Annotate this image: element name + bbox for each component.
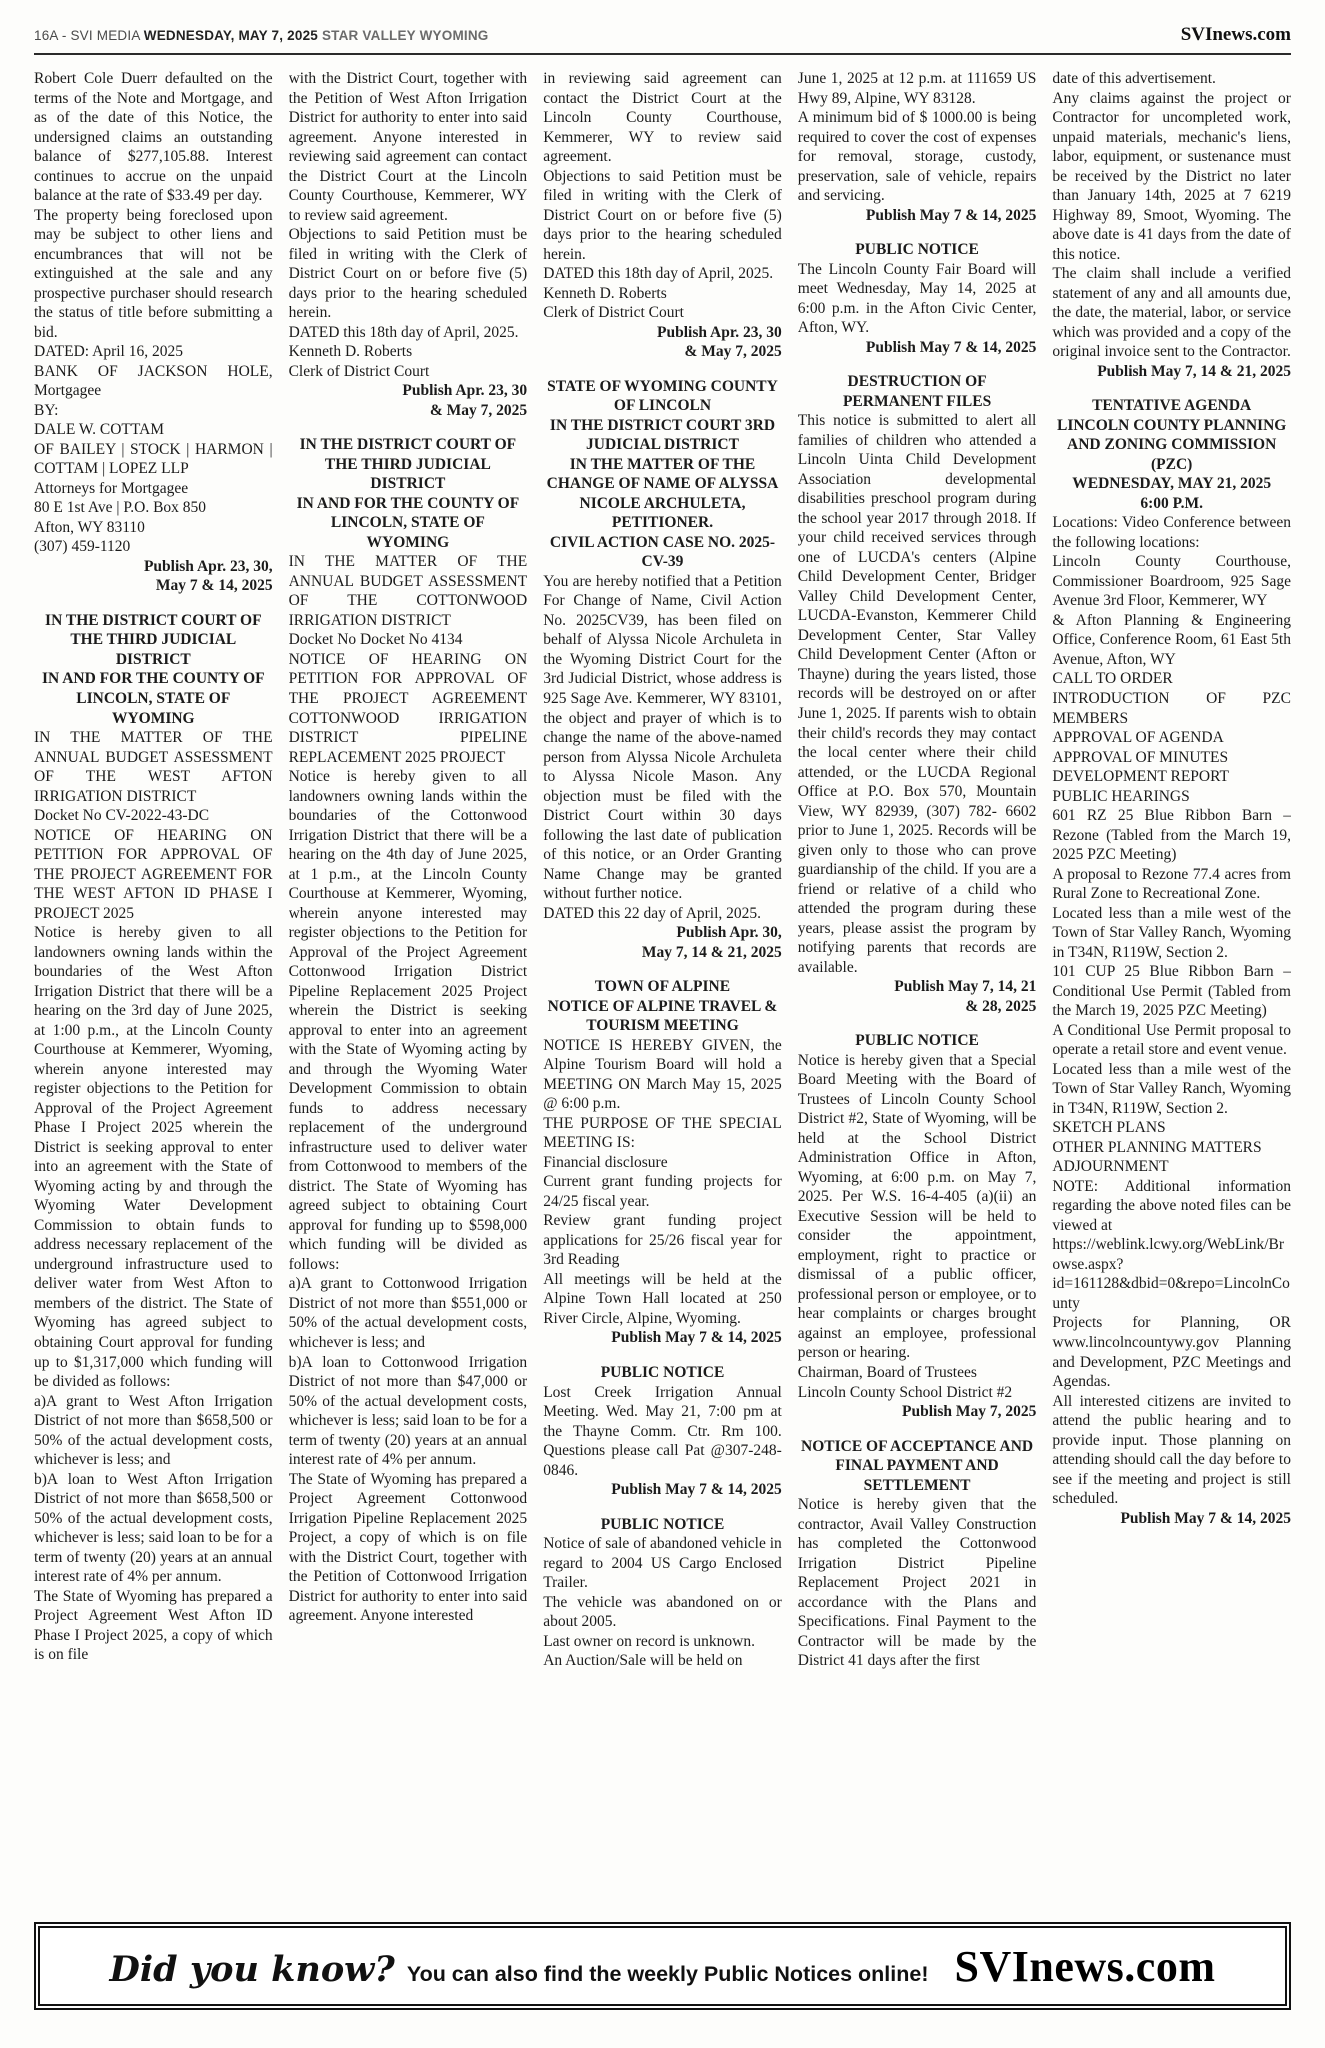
did-you-know-text: Did you know? (109, 1948, 395, 1990)
notice-paragraph: Docket No CV-2022-43-DC (34, 807, 210, 825)
notice-paragraph: a)A grant to West Afton Irrigation District of not more than $658,500 or 50% of the actual development costs, whichever is less; and (34, 1392, 273, 1469)
notice-paragraph: All interested citizens are invited to attend the public hearing and to provide input. Those planning on attending should call the day before to see if the meeting and project is still scheduled. (1052, 1392, 1291, 1508)
notice-heading: 6:00 P.M. (1140, 494, 1204, 512)
publish-line: Publish Apr. 23, 30 & May 7, 2025 (402, 382, 528, 419)
notice-heading: TENTATIVE AGENDA (1092, 397, 1252, 415)
notice-paragraph: https://weblink.lcwy.org/WebLink/Browse.aspx?id=161128&dbid=0&repo=LincolnCounty (1052, 1236, 1290, 1312)
column-1 (34, 69, 273, 1901)
notice-paragraph: ADJOURNMENT (1052, 1158, 1169, 1176)
publish-line: Publish Apr. 23, 30, May 7 & 14, 2025 (143, 557, 273, 595)
notice-heading: PUBLIC NOTICE (600, 1364, 725, 1381)
notice-heading: LINCOLN COUNTY PLANNING AND ZONING COMMISSION (PZC) (1056, 416, 1287, 473)
notice-paragraph: CALL TO ORDER (1052, 670, 1173, 688)
notice-heading: PUBLIC NOTICE (600, 1515, 725, 1533)
notice-paragraph: All meetings will be held at the Alpine Town Hall located at 250 River Circle, Alpine, Wyoming. (543, 1270, 782, 1327)
notice-paragraph: NOTICE OF HEARING ON PETITION FOR APPROVAL OF THE PROJECT AGREEMENT COTTONWOOD IRRIGATION DISTRICT PIPELINE REPLACEMENT 2025 PROJECT (288, 650, 528, 766)
notice-paragraph: DEVELOPMENT REPORT (1052, 768, 1229, 786)
notice-paragraph: Clerk of District Court (543, 304, 684, 322)
notice-heading: STATE OF WYOMING COUNTY OF LINCOLN (547, 377, 778, 415)
notice-paragraph: NOTE: Additional information regarding the above noted files can be viewed at (1052, 1177, 1291, 1234)
notice-paragraph: DATED this 22 day of April, 2025. (543, 904, 762, 922)
notice-paragraph: You are hereby notified that a Petition For Change of Name, Civil Action No. 2025CV39, has been filed on behalf of Alyssa Nicole Archuleta in the Wyoming District Court for the 3rd Judicial District, whose address is 925 Sage Ave. Kemmerer, WY 83101, the object and prayer of which is to change the name of the above-named person from Alyssa Nicole Archuleta to Alyssa Nicole Mason. Any objection must be filed with the District Court within 30 days following the last date of publication of this notice, or an Order Granting Name Change may be granted without further notice. (543, 572, 782, 903)
column-5 (1052, 69, 1291, 1901)
page-header (34, 24, 1291, 55)
notice-paragraph: Objections to said Petition must be filed in writing with the Clerk of District Court on or before five (5) days prior to the hearing scheduled herein. (543, 167, 782, 263)
notice-paragraph: NOTICE IS HEREBY GIVEN, the Alpine Tourism Board will hold a MEETING ON March May 15, 2025 @ 6:00 p.m. (543, 1036, 782, 1113)
notice-paragraph: Kenneth D. Roberts (288, 343, 413, 361)
publish-line: Publish May 7 & 14, 2025 (865, 338, 1037, 356)
notice-paragraph: This notice is submitted to alert all families of children who attended a Lincoln Uinta Child Development Association developmental disabilities preschool program during the school year 2017 through 2018. If your child received services through one of LUCDA's centers (Alpine Child Development Center, Bridger Valley Child Development Center, LUCDA-Evanston, Kemmerer Child Development Center, Star Valley Child Development Center (Afton or Thayne) during the years listed, those records will be destroyed on or after June 1, 2025. If parents wish to obtain their child's records they may contact the local center where their child attended, or the LUCDA Regional Office at P.O. Box 570, Mountain View, WY 82939, (307) 782- 6602 prior to June 1, 2025. Records will be given only to those who can prove guardianship of the child. If you are a friend or relative of a child who attended the program during these years, please assist the program by notifying parents that records are available. (797, 412, 1037, 976)
notice-paragraph: Notice is hereby given that the contractor, Avail Valley Construction has completed the Cottonwood Irrigation District Pipeline Replacement Project 2021 in accordance with the Plans and Specifications. Final Payment to the Contractor will be made by the District 41 days after the first (797, 1496, 1037, 1670)
notice-paragraph: (307) 459-1120 (34, 538, 131, 556)
notice-paragraph: Locations: Video Conference between the following locations: (1052, 514, 1291, 551)
notice-heading: IN THE DISTRICT COURT OF THE THIRD JUDICIAL DISTRICT (45, 611, 262, 668)
notice-paragraph: b)A loan to Cottonwood Irrigation District of not more than $47,000 or 50% of the actual development costs, whichever is less; said loan to be for a term of twenty (20) years at an annual interest rate of 4% per annum. (288, 1353, 528, 1469)
notice-paragraph: Lincoln County School District #2 (797, 1383, 1013, 1401)
notice-paragraph: Located less than a mile west of the Town of Star Valley Ranch, Wyoming in T34N, R119W, Section 2. (1052, 904, 1291, 961)
notice-paragraph: date of this advertisement. (1052, 70, 1216, 87)
notice-paragraph: Notice is hereby given to all landowners owning lands within the boundaries of the West Afton Irrigation District that there will be a hearing on the 3rd day of June 2025, at 1:00 p.m., at the Lincoln County Courthouse at Kemmerer, Wyoming, wherein anyone interested may register objections to the Petition for Approval of the Project Agreement Phase I Project 2025 wherein the District is seeking approval to enter into an agreement with the State of Wyoming acting by and through the Wyoming Water Development Commission to obtain funds to address necessary replacement of the underground infrastructure used to deliver water from West Afton to members of the district. The State of Wyoming has agreed subject to obtaining Court approval for funding up to $1,317,000 which funding will be divided as follows: (34, 924, 273, 1391)
notice-paragraph: APPROVAL OF MINUTES (1052, 748, 1229, 766)
publish-line: Publish May 7 & 14, 2025 (1120, 1509, 1291, 1527)
notice-paragraph: The property being foreclosed upon may be subject to other liens and encumbrances that will not be extinguished at the sale and any prospective purchaser should research the status of title before submitting a bid. (34, 206, 273, 341)
notice-heading: TOWN OF ALPINE (594, 978, 731, 996)
notice-paragraph: The State of Wyoming has prepared a Project Agreement West Afton ID Phase I Project 2025, a copy of which is on file (34, 1587, 273, 1664)
footer-message: You can also find the weekly Public Notices online! (406, 1961, 929, 1986)
notice-paragraph: The State of Wyoming has prepared a Project Agreement Cottonwood Irrigation Pipeline Replacement 2025 Project, a copy of which is on file with the District Court, together with the Petition of Cottonwood Irrigation District for authority to enter into said agreement. Anyone interested (288, 1470, 528, 1625)
notice-heading: NOTICE OF ALPINE TRAVEL & TOURISM MEETING (547, 997, 778, 1035)
notice-paragraph: The Lincoln County Fair Board will meet Wednesday, May 14, 2025 at 6:00 p.m. in the Afton Civic Center, Afton, WY. (797, 260, 1037, 337)
notice-paragraph: in reviewing said agreement can contact the District Court at the Lincoln County Courthouse, Kemmerer, WY to review said agreement. (543, 70, 782, 166)
notice-paragraph: SKETCH PLANS (1052, 1119, 1166, 1137)
notice-paragraph: A proposal to Rezone 77.4 acres from Rural Zone to Recreational Zone. (1052, 865, 1291, 903)
column-3 (543, 69, 782, 1901)
notice-paragraph: Projects for Planning, OR www.lincolncountywy.gov Planning and Development, PZC Meetings and Agendas. (1052, 1314, 1291, 1391)
notice-paragraph: Lost Creek Irrigation Annual Meeting. Wed. May 21, 7:00 pm at the Thayne Comm. Ctr. Rm 100. Questions please call Pat @307-248-0846. (543, 1383, 782, 1479)
notice-paragraph: 101 CUP 25 Blue Ribbon Barn – Conditional Use Permit (Tabled from the March 19, 2025 PZC Meeting) (1052, 963, 1291, 1020)
notice-paragraph: BY: (34, 401, 59, 419)
notice-paragraph: Clerk of District Court (288, 362, 430, 380)
notice-heading: PUBLIC NOTICE (855, 241, 979, 259)
notice-paragraph: THE PURPOSE OF THE SPECIAL MEETING IS: (543, 1114, 782, 1152)
notice-paragraph: 601 RZ 25 Blue Ribbon Barn – Rezone (Tabled from the March 19, 2025 PZC Meeting) (1052, 807, 1291, 864)
notice-paragraph: Robert Cole Duerr defaulted on the terms of the Note and Mortgage, and as of the date of this Notice, the undersigned claims an outstanding balance of $277,105.88. Interest continues to accrue on the unpaid balance at the rate of $33.49 per day. (34, 70, 273, 205)
notice-paragraph: & Afton Planning & Engineering Office, Conference Room, 61 East 5th Avenue, Afton, WY (1052, 611, 1291, 668)
page-number: 16A - SVI MEDIA (34, 28, 140, 43)
notice-paragraph: The claim shall include a verified statement of any and all amounts due, the date, the material, labor, or service which was provided and a copy of the original invoice sent to the Contractor. (1052, 265, 1291, 361)
notice-paragraph: Docket No Docket No 4134 (288, 631, 463, 649)
notice-paragraph: Located less than a mile west of the Town of Star Valley Ranch, Wyoming in T34N, R119W, Section 2. (1052, 1060, 1291, 1117)
publish-line: Publish Apr. 30, May 7, 14 & 21, 2025 (641, 924, 782, 961)
notice-paragraph: The vehicle was abandoned on or about 2005. (543, 1593, 782, 1631)
notice-paragraph: b)A loan to West Afton Irrigation District of not more than $658,500 or 50% of the actual development costs, whichever is less; said loan to be for a term of twenty (20) years at an annual interest rate of 4% per annum. (34, 1470, 273, 1586)
notice-paragraph: NOTICE OF HEARING ON PETITION FOR APPROVAL OF THE PROJECT AGREEMENT FOR THE WEST AFTON ID PHASE I PROJECT 2025 (34, 826, 273, 922)
publish-line: Publish May 7 & 14, 2025 (865, 206, 1037, 224)
footer-banner (34, 1922, 1291, 2010)
notice-paragraph: DATED this 18th day of April, 2025. (288, 323, 519, 341)
publish-line: Publish Apr. 23, 30 & May 7, 2025 (657, 323, 782, 361)
notice-heading: IN AND FOR THE COUNTY OF LINCOLN, STATE OF WYOMING (41, 670, 265, 727)
notice-paragraph: Financial disclosure (543, 1153, 668, 1171)
notice-paragraph: with the District Court, together with the Petition of West Afton Irrigation District for authority to enter into said agreement. Anyone interested in reviewing said agreement can contact the District Court at the Lincoln County Courthouse, Kemmerer, WY to review said agreement. (288, 70, 528, 224)
notice-paragraph: BANK OF JACKSON HOLE, Mortgagee (34, 362, 273, 400)
notice-paragraph: Lincoln County Courthouse, Commissioner Boardroom, 925 Sage Avenue 3rd Floor, Kemmerer, WY (1052, 553, 1291, 610)
publish-line: Publish May 7 & 14, 2025 (611, 1329, 782, 1347)
notice-paragraph: A minimum bid of $ 1000.00 is being required to cover the cost of expenses for removal, storage, custody, preservation, sale of vehicle, repairs and servicing. (797, 109, 1037, 205)
notice-paragraph: IN THE MATTER OF THE ANNUAL BUDGET ASSESSMENT OF THE COTTONWOOD IRRIGATION DISTRICT (288, 553, 528, 629)
notice-paragraph: Chairman, Board of Trustees (797, 1364, 977, 1381)
notice-heading: DESTRUCTION OF PERMANENT FILES (842, 373, 992, 410)
notice-paragraph: IN THE MATTER OF THE ANNUAL BUDGET ASSESSMENT OF THE WEST AFTON IRRIGATION DISTRICT (34, 729, 273, 805)
notice-paragraph: INTRODUCTION OF PZC MEMBERS (1052, 689, 1291, 727)
notice-paragraph: OF BAILEY | STOCK | HARMON | COTTAM | LOPEZ LLP (34, 440, 273, 478)
notice-paragraph: a)A grant to Cottonwood Irrigation District of not more than $551,000 or 50% of the actual development costs, whichever is less; and (288, 1275, 528, 1351)
notice-paragraph: Current grant funding projects for 24/25 fiscal year. (543, 1173, 782, 1210)
notice-paragraph: June 1, 2025 at 12 p.m. at 111659 US Hwy 89, Alpine, WY 83128. (797, 70, 1037, 107)
notice-paragraph: DALE W. COTTAM (34, 421, 165, 439)
notice-paragraph: Attorneys for Mortgagee (34, 479, 189, 497)
column-2 (289, 69, 528, 1901)
notice-paragraph: DATED: April 16, 2025 (34, 343, 183, 361)
publish-line: Publish May 7, 2025 (902, 1403, 1037, 1421)
notice-paragraph: Notice of sale of abandoned vehicle in regard to 2004 US Cargo Enclosed Trailer. (543, 1535, 782, 1592)
publish-line: Publish May 7, 14, 21 & 28, 2025 (894, 978, 1037, 1015)
notice-paragraph: Any claims against the project or Contractor for uncompleted work, unpaid materials, mechanic's liens, labor, equipment, or sustenance must be received by the District no later than January 14th, 2025 at 7 6219 Highway 89, Smoot, Wyoming. The above date is 41 days from the date of this notice. (1052, 89, 1291, 263)
notice-paragraph: APPROVAL OF AGENDA (1052, 729, 1224, 747)
notice-heading: NOTICE OF ACCEPTANCE AND FINAL PAYMENT AND SETTLEMENT (801, 1437, 1034, 1494)
notice-heading: IN THE MATTER OF THE CHANGE OF NAME OF ALYSSA NICOLE ARCHULETA, PETITIONER. (546, 455, 779, 532)
footer-content (92, 1941, 1234, 1992)
notice-heading: IN AND FOR THE COUNTY OF LINCOLN, STATE OF WYOMING (296, 494, 520, 551)
issue-date: WEDNESDAY, MAY 7, 2025 (143, 28, 318, 43)
publish-line: Publish May 7, 14 & 21, 2025 (1097, 362, 1291, 380)
notice-paragraph: Objections to said Petition must be filed in writing with the Clerk of District Court on or before five (5) days prior to the hearing scheduled herein. (288, 226, 528, 322)
masthead-info (34, 28, 489, 43)
notice-paragraph: Review grant funding project applications for 25/26 fiscal year for 3rd Reading (543, 1212, 782, 1269)
notice-paragraph: PUBLIC HEARINGS (1052, 787, 1190, 805)
notice-paragraph: OTHER PLANNING MATTERS (1052, 1138, 1262, 1156)
notice-columns (34, 69, 1291, 1901)
notice-paragraph: Notice is hereby given to all landowners owning lands within the boundaries of the Cottonwood Irrigation District that there will be a hearing on the 4th day of June 2025, at 1 p.m., at the Lincoln County Courthouse at Kemmerer, Wyoming, wherein anyone interested may register objections to the Petition for Approval of the Project Agreement Cottonwood Irrigation District Pipeline Replacement 2025 Project wherein the District is seeking approval to enter into an agreement with the State of Wyoming acting by and through the Wyoming Water Development Commission to obtain funds to address necessary replacement of the underground infrastructure used to deliver water from Cottonwood to members of the district. The State of Wyoming has agreed subject to obtaining Court approval for funding up to $598,000 which funding will be divided as follows: (288, 768, 528, 1273)
notice-paragraph: DATED this 18th day of April, 2025. (543, 265, 774, 283)
notice-heading: PUBLIC NOTICE (855, 1032, 979, 1050)
notice-paragraph: An Auction/Sale will be held on (543, 1652, 743, 1670)
website-footer: SVInews.com (954, 1941, 1216, 1991)
notice-paragraph: Last owner on record is unknown. (543, 1632, 755, 1650)
notice-paragraph: A Conditional Use Permit proposal to operate a retail store and event venue. (1052, 1021, 1291, 1059)
notice-paragraph: 80 E 1st Ave | P.O. Box 850 (34, 499, 207, 517)
website-header: SVInews.com (1180, 24, 1291, 45)
publication-location: STAR VALLEY WYOMING (321, 28, 489, 43)
notice-paragraph: Notice is hereby given that a Special Board Meeting with the Board of Trustees of Lincoln County School District #2, State of Wyoming, will be held at the School District Administration Office in Afton, Wyoming, at 6:00 p.m. on May 7, 2025. Per W.S. 16-4-405 (a)(ii) an Executive Session will be held to consider the appointment, employment, right to practice or dismissal of a public officer, professional person or employee, or to hear complaints or charges brought against an employee, professional person or hearing. (797, 1051, 1037, 1362)
column-4 (798, 69, 1037, 1901)
notice-heading: WEDNESDAY, MAY 21, 2025 (1072, 475, 1272, 493)
notice-heading: CIVIL ACTION CASE NO. 2025-CV-39 (549, 533, 776, 571)
notice-paragraph: Kenneth D. Roberts (543, 284, 667, 302)
notice-paragraph: Afton, WY 83110 (34, 518, 145, 536)
notice-heading: IN THE DISTRICT COURT 3RD JUDICIAL DISTRICT (549, 416, 776, 454)
notice-heading: IN THE DISTRICT COURT OF THE THIRD JUDICIAL DISTRICT (299, 436, 517, 493)
publish-line: Publish May 7 & 14, 2025 (611, 1481, 782, 1499)
